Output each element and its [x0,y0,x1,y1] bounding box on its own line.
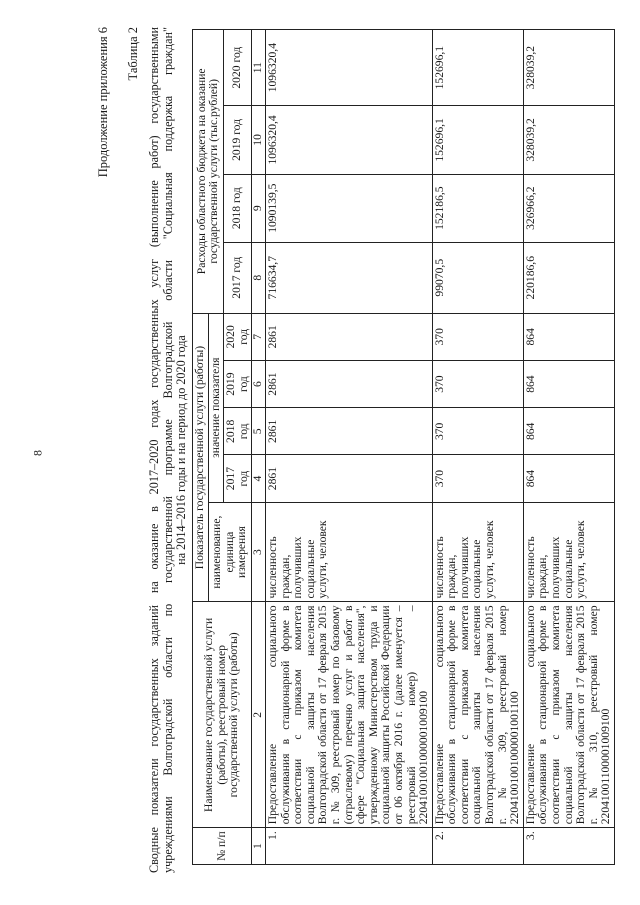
column-number: 3 [252,502,266,602]
expense-2018: 326966,2 [523,174,614,242]
header-exp-year-2018: 2018 год [224,174,252,242]
value-2018: 370 [432,408,523,455]
service-description: Предоставление социального обслуживания в стационарной форме в соответствии с приказом комитета социальной защиты населения Волгоградской области от 17 февраля 2015 г. № 309, реестровый номер по базовому (отраслевому) перечню услуг и работ в сфере "Социальная защита населения", утвержденному Министерством труда и социальной защиты Российской Федерации от 06 октября 2016 г. (далее именуется – реестровый номер) – 22041001001000001009100 [265,602,432,828]
column-number: 10 [252,106,266,174]
header-exp-year-2019: 2019 год [224,106,252,174]
title-line-1: Сводные показатели государственных заданий на оказание в 2017–2020 годах государственных услуг (выполнение работ) государственными [147,27,161,873]
table-row [432,30,523,865]
value-2019: 864 [523,360,614,407]
expense-2019: 1096320,4 [265,106,432,174]
column-number: 5 [252,408,266,455]
indicator-name: численность граждан, получивших социальные услуги, человек [432,502,523,602]
expense-2019: 328039,2 [523,106,614,174]
value-2020: 864 [523,313,614,360]
row-number: 2. [432,828,523,865]
service-description: Предоставление социального обслуживания в стационарной форме в соответствии с приказом комитета социальной защиты населения Волгоградской области от 17 февраля 2015 г. № 309, реестровый номер 22041001001000001001100 [432,602,523,828]
header-year-2020: 2020 год [224,313,252,360]
indicator-name: численность граждан, получивших социальные услуги, человек [523,502,614,602]
service-description: Предоставление социального обслуживания в стационарной форме в соответствии с приказом комитета социальной защиты населения Волгоградской области от 17 февраля 2015 г. № 310, реестровый номер 22041001100001009100 [523,602,614,828]
header-year-2018: 2018 год [224,408,252,455]
header-year-2019: 2019 год [224,360,252,407]
value-2017: 370 [432,455,523,502]
row-number: 3. [523,828,614,865]
expense-2017: 220186,6 [523,242,614,313]
value-2018: 864 [523,408,614,455]
value-2020: 2861 [265,313,432,360]
expense-2020: 1096320,4 [265,30,432,106]
rotated-page [96,13,624,893]
expense-2018: 1090139,5 [265,174,432,242]
row-number: 1. [265,828,432,865]
title-line-3: на 2014–2016 годы и на период до 2020 года [174,335,189,565]
expense-2019: 152696,1 [432,106,523,174]
title-line-2: учреждениями Волгоградской области по государственной программе Волгоградской области "Социальная поддержка граждан" [160,27,175,873]
indicator-name: численность граждан, получивших социальные услуги, человек [265,502,432,602]
value-2017: 2861 [265,455,432,502]
value-2018: 2861 [265,408,432,455]
value-2019: 370 [432,360,523,407]
header-num: № п/п [193,828,252,865]
column-number: 7 [252,313,266,360]
header-indicator: Показатель государственной услуги (работы) [193,313,209,602]
header-exp-year-2017: 2017 год [224,242,252,313]
header-expenses: Расходы областного бюджета на оказание государственной услуги (тыс.рублей) [193,30,224,314]
header-exp-year-2020: 2020 год [224,30,252,106]
column-number: 8 [252,242,266,313]
expense-2018: 152186,5 [432,174,523,242]
column-number: 1 [252,828,266,865]
header-service-name: Наименование государственной услуги (работы), реестровый номер государственной услуги (работы) [193,602,252,828]
value-2017: 864 [523,455,614,502]
summary-table [192,29,615,865]
table-row [523,30,614,865]
column-number: 9 [252,174,266,242]
header-year-2017: 2017 год [224,455,252,502]
column-number: 2 [252,602,266,828]
column-number: 4 [252,455,266,502]
value-2020: 370 [432,313,523,360]
table-label: Таблица 2 [126,27,140,81]
page-number: 8 [30,450,45,456]
column-number: 6 [252,360,266,407]
expense-2017: 716634,7 [265,242,432,313]
table-row [265,30,432,865]
column-number: 11 [252,30,266,106]
expense-2017: 99070,5 [432,242,523,313]
value-2019: 2861 [265,360,432,407]
appendix-continuation: Продолжение приложения 6 [96,27,110,178]
document-title [148,27,189,873]
header-indicator-name: наименование, единица измерения [208,502,252,602]
expense-2020: 152696,1 [432,30,523,106]
column-numbers-row [252,30,266,865]
header-indicator-value: значение показателя [208,313,224,502]
expense-2020: 328039,2 [523,30,614,106]
